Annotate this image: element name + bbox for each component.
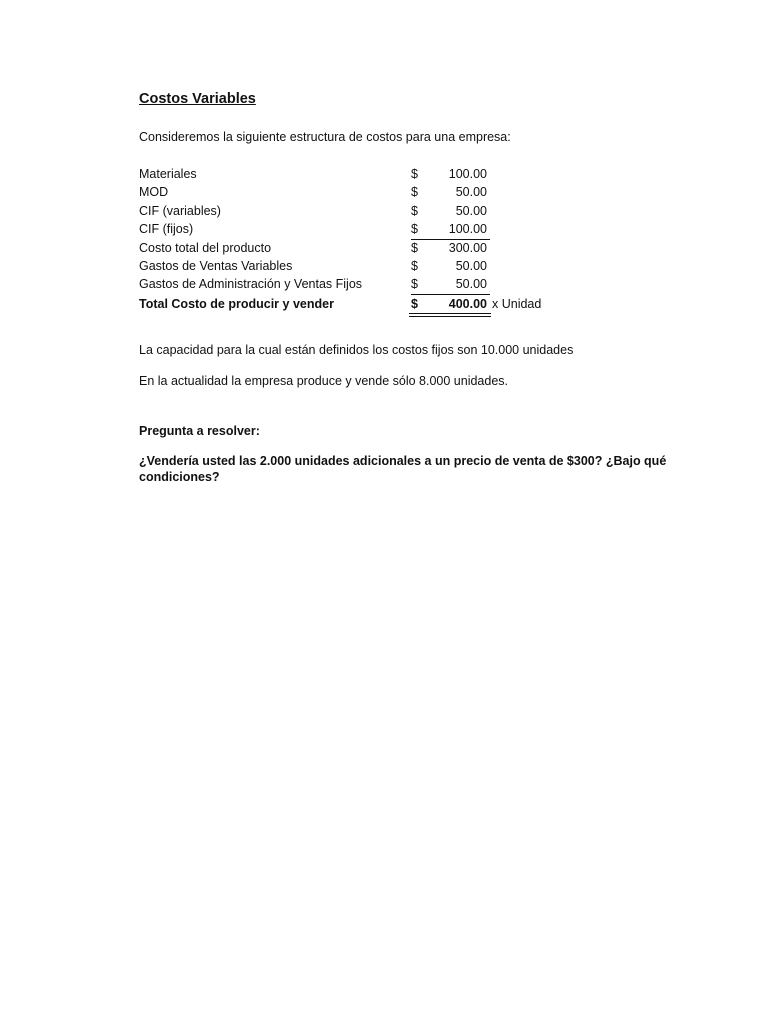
subtotal-rule bbox=[411, 239, 490, 240]
cost-amount: 300.00 bbox=[448, 241, 487, 255]
currency-symbol: $ bbox=[411, 277, 418, 291]
cost-row-costo-total bbox=[139, 241, 768, 259]
currency-symbol: $ bbox=[411, 222, 418, 236]
cost-row-mod bbox=[139, 185, 768, 203]
cost-label: Gastos de Ventas Variables bbox=[139, 259, 293, 273]
cost-label: CIF (fijos) bbox=[139, 222, 194, 236]
total-amount: 400.00 bbox=[448, 297, 487, 311]
cost-amount: 50.00 bbox=[455, 185, 487, 199]
currency-symbol: $ bbox=[411, 185, 418, 199]
question-text bbox=[139, 453, 768, 485]
currency-symbol: $ bbox=[411, 204, 418, 218]
intro-text: Consideremos la siguiente estructura de costos para una empresa: bbox=[139, 130, 511, 144]
question-heading: Pregunta a resolver: bbox=[139, 424, 260, 438]
currency-symbol: $ bbox=[411, 167, 418, 181]
cost-label: MOD bbox=[139, 185, 169, 199]
cost-row-gastos-ventas bbox=[139, 259, 768, 277]
cost-amount: 50.00 bbox=[455, 259, 487, 273]
question-line: ¿Vendería usted las 2.000 unidades adicionales a un precio de venta de $300? ¿Bajo qué bbox=[139, 454, 667, 468]
cost-label: Materiales bbox=[139, 167, 197, 181]
cost-row-gastos-admin bbox=[139, 277, 768, 295]
currency-symbol: $ bbox=[411, 259, 418, 273]
cost-label: CIF (variables) bbox=[139, 204, 221, 218]
cost-label: Gastos de Administración y Ventas Fijos bbox=[139, 277, 363, 291]
capacity-text: La capacidad para la cual están definidos los costos fijos son 10.000 unidades bbox=[139, 343, 574, 357]
cost-row-cif-fijos bbox=[139, 222, 768, 240]
total-top-rule bbox=[411, 294, 490, 295]
cost-row-cif-variables bbox=[139, 204, 768, 222]
currency-symbol: $ bbox=[411, 297, 418, 311]
currency-symbol: $ bbox=[411, 241, 418, 255]
current-production-text: En la actualidad la empresa produce y vende sólo 8.000 unidades. bbox=[139, 374, 509, 388]
cost-label: Costo total del producto bbox=[139, 241, 272, 255]
question-line: condiciones? bbox=[139, 470, 220, 484]
cost-row-materiales bbox=[139, 167, 768, 185]
total-label: Total Costo de producir y vender bbox=[139, 297, 334, 311]
unit-label: x Unidad bbox=[492, 297, 542, 311]
document-page bbox=[139, 0, 768, 1024]
cost-amount: 100.00 bbox=[448, 167, 487, 181]
page-title: Costos Variables bbox=[139, 91, 256, 107]
cost-amount: 50.00 bbox=[455, 277, 487, 291]
cost-amount: 50.00 bbox=[455, 204, 487, 218]
cost-amount: 100.00 bbox=[448, 222, 487, 236]
total-double-rule bbox=[409, 313, 491, 317]
